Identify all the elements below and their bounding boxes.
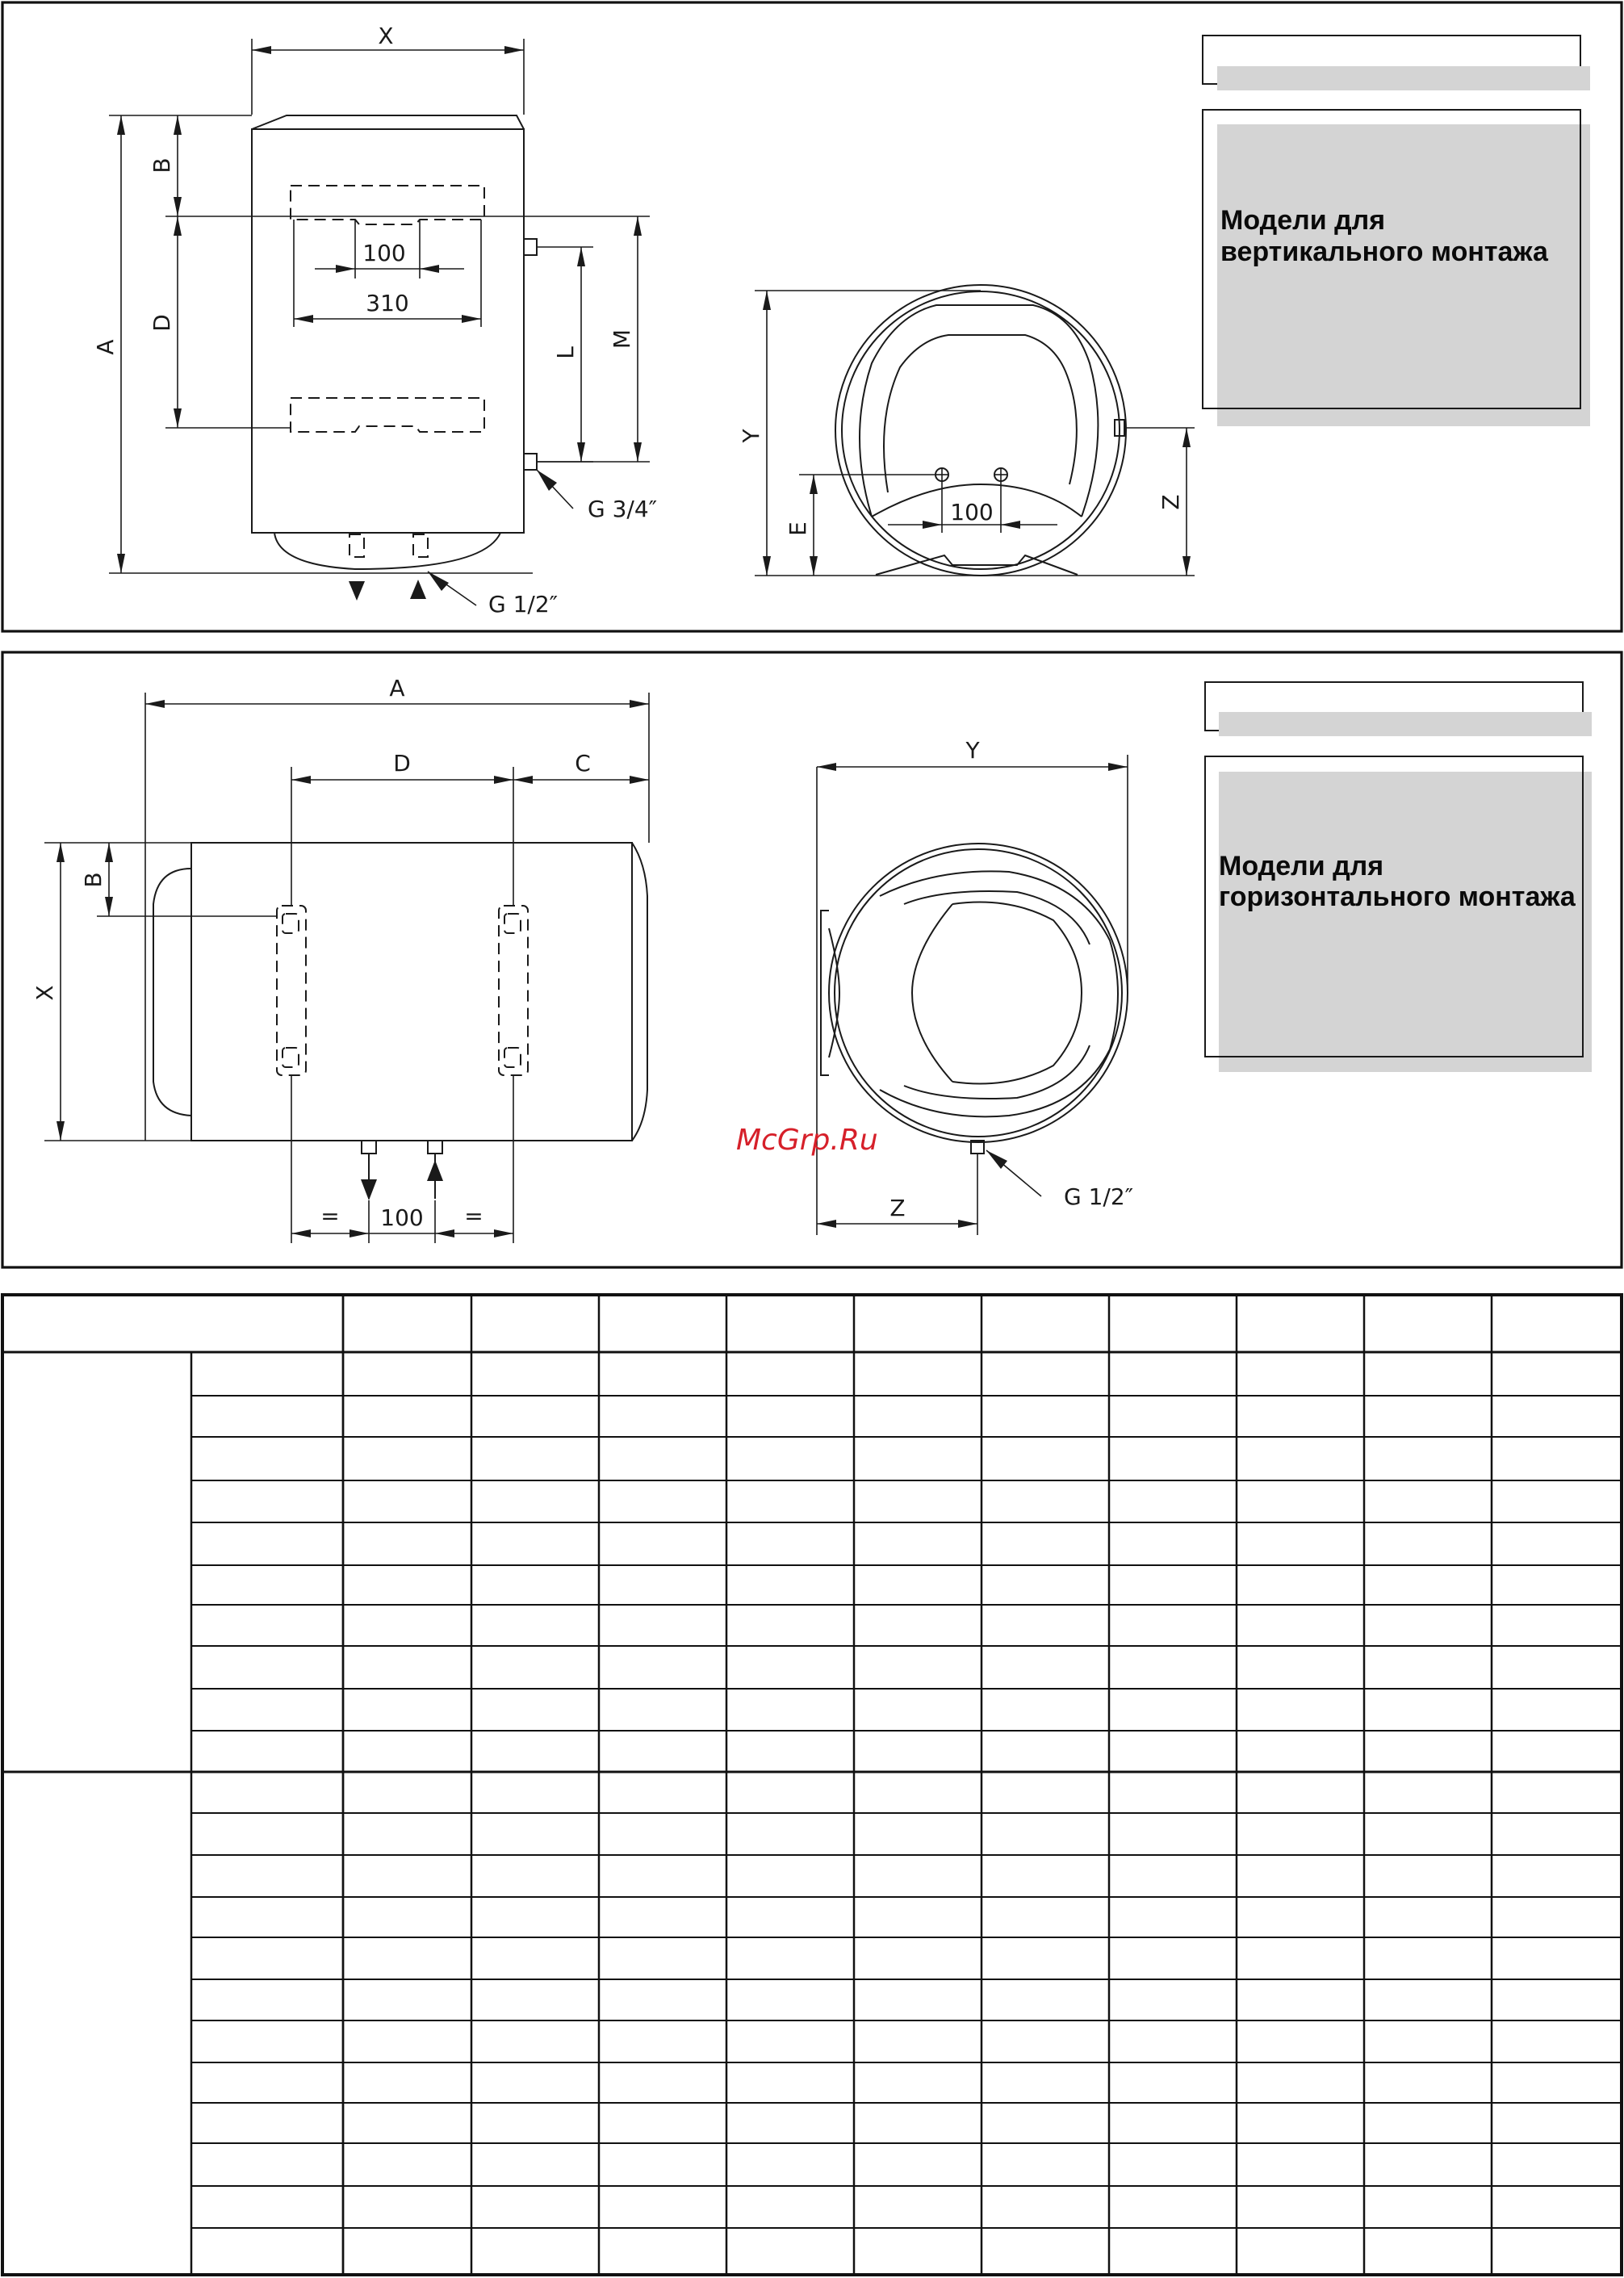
h-dim-eq2-label: =: [464, 1203, 483, 1229]
h-dim-a-label: A: [389, 675, 405, 701]
h-side-dim-y-label: Y: [965, 737, 980, 764]
h-dim-eq1-label: =: [320, 1203, 340, 1229]
g12-label: G 1/2″: [488, 591, 559, 618]
h-dim-b-label: B: [80, 872, 107, 888]
horizontal-title-line1: Модели для: [1219, 851, 1384, 881]
vertical-front-view: [92, 23, 657, 618]
dimensions-table: [2, 1295, 1622, 2275]
h-dim-x-label: X: [31, 985, 58, 1001]
dim-d-label: D: [149, 314, 175, 332]
horizontal-title-line2: горизонтального монтажа: [1219, 881, 1576, 912]
dim-a-label: A: [92, 339, 119, 355]
g34-label: G 3/4″: [588, 496, 658, 522]
h-dim-100-label: 100: [380, 1204, 424, 1231]
side-dim-100-label: 100: [950, 499, 994, 526]
horizontal-front-view: [31, 675, 649, 1243]
vertical-models-title-box: [1203, 36, 1590, 426]
dim-m-label: M: [609, 329, 635, 350]
dim-b-label: B: [149, 157, 175, 174]
h-g12-label: G 1/2″: [1064, 1183, 1134, 1210]
horizontal-models-title-box: [1205, 682, 1592, 1072]
watermark: McGrp.Ru: [736, 1124, 878, 1157]
vertical-side-view: [738, 285, 1195, 576]
vertical-title-line1: Модели для: [1220, 205, 1386, 236]
side-dim-z-label: Z: [1157, 494, 1184, 510]
h-dim-c-label: C: [575, 750, 591, 777]
horizontal-side-view: [817, 737, 1133, 1235]
dim-100-label: 100: [362, 240, 406, 266]
h-dim-d-label: D: [393, 750, 411, 777]
side-dim-e-label: E: [785, 521, 811, 536]
vertical-title-line2: вертикального монтажа: [1220, 237, 1548, 267]
dim-x-label: X: [378, 23, 394, 49]
dim-310-label: 310: [366, 290, 409, 316]
side-dim-y-label: Y: [738, 429, 764, 443]
table-frame: [2, 1295, 1622, 2275]
h-side-dim-z-label: Z: [889, 1195, 906, 1221]
dim-l-label: L: [552, 346, 579, 359]
